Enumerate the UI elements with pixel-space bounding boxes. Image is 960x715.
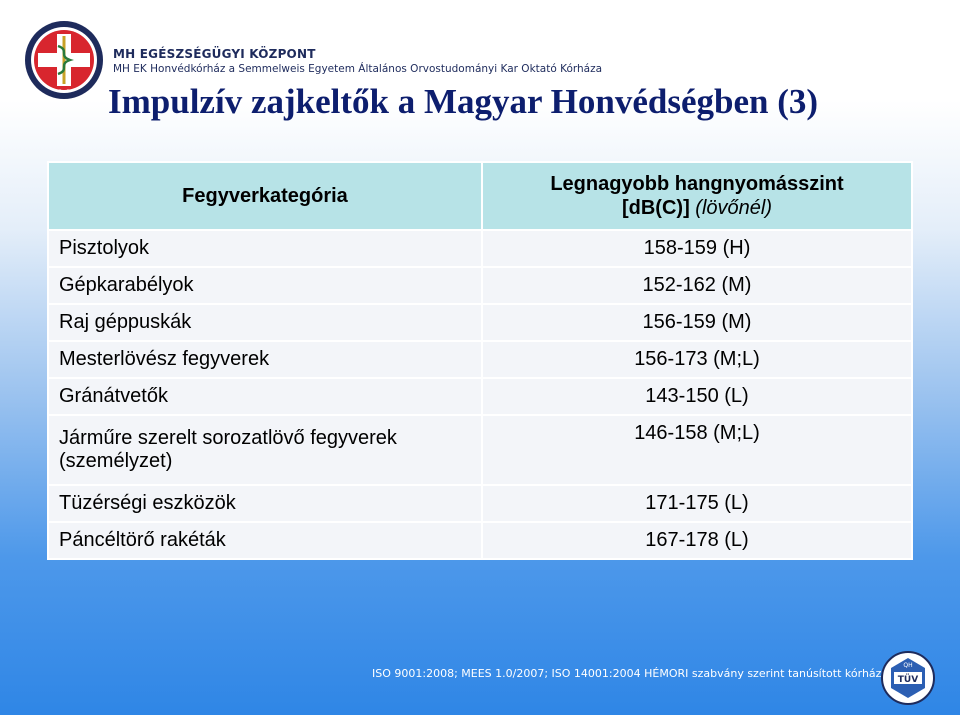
column-header-level-unit: [dB(C)] — [621, 197, 690, 219]
sound-level-cell: 167-178 (L) — [482, 522, 912, 559]
table-row — [48, 378, 912, 415]
sound-level-cell: 171-175 (L) — [482, 485, 912, 522]
tuv-badge-label: TÜV — [897, 675, 919, 685]
sound-level-cell: 158-159 (H) — [482, 230, 912, 267]
page-title: Impulzív zajkeltők a Magyar Honvédségben (3) — [108, 82, 819, 121]
weapon-category-cell: Járműre szerelt sorozatlövő fegyverek (személyzet) — [48, 415, 482, 485]
table-header-row — [48, 162, 912, 230]
noise-level-table — [47, 161, 913, 560]
weapon-category-cell: Raj géppuskák — [48, 304, 482, 341]
table-row — [48, 522, 912, 559]
weapon-category-cell: Pisztolyok — [48, 230, 482, 267]
weapon-category-cell: Tüzérségi eszközök — [48, 485, 482, 522]
tuv-badge-small: QH — [903, 662, 913, 669]
weapon-category-cell: Gránátvetők — [48, 378, 482, 415]
hospital-logo — [24, 20, 104, 100]
column-header-level-note: (lövőnél) — [695, 197, 772, 219]
certification-footer: ISO 9001:2008; MEES 1.0/2007; ISO 14001:2004 HÉMORI szabvány szerint tanúsított kórház — [372, 667, 882, 680]
table-row — [48, 267, 912, 304]
sound-level-cell: 152-162 (M) — [482, 267, 912, 304]
column-header-category: Fegyverkategória — [48, 162, 482, 230]
weapon-category-cell: Gépkarabélyok — [48, 267, 482, 304]
table-row — [48, 415, 912, 485]
table-row — [48, 230, 912, 267]
sound-level-cell: 156-173 (M;L) — [482, 341, 912, 378]
column-header-level-line1: Legnagyobb hangnyomásszint — [550, 173, 844, 195]
org-subtitle: MH EK Honvédkórház a Semmelweis Egyetem Általános Orvostudományi Kar Oktató Kórháza — [113, 63, 603, 75]
table-row — [48, 341, 912, 378]
sound-level-cell: 143-150 (L) — [482, 378, 912, 415]
column-header-level — [482, 162, 912, 230]
weapon-category-cell: Mesterlövész fegyverek — [48, 341, 482, 378]
table-row — [48, 304, 912, 341]
sound-level-cell: 146-158 (M;L) — [482, 415, 912, 485]
org-name: MH EGÉSZSÉGÜGYI KÖZPONT — [113, 47, 316, 61]
sound-level-cell: 156-159 (M) — [482, 304, 912, 341]
table-row — [48, 485, 912, 522]
weapon-category-cell: Páncéltörő rakéták — [48, 522, 482, 559]
tuv-certification-badge — [880, 650, 936, 706]
